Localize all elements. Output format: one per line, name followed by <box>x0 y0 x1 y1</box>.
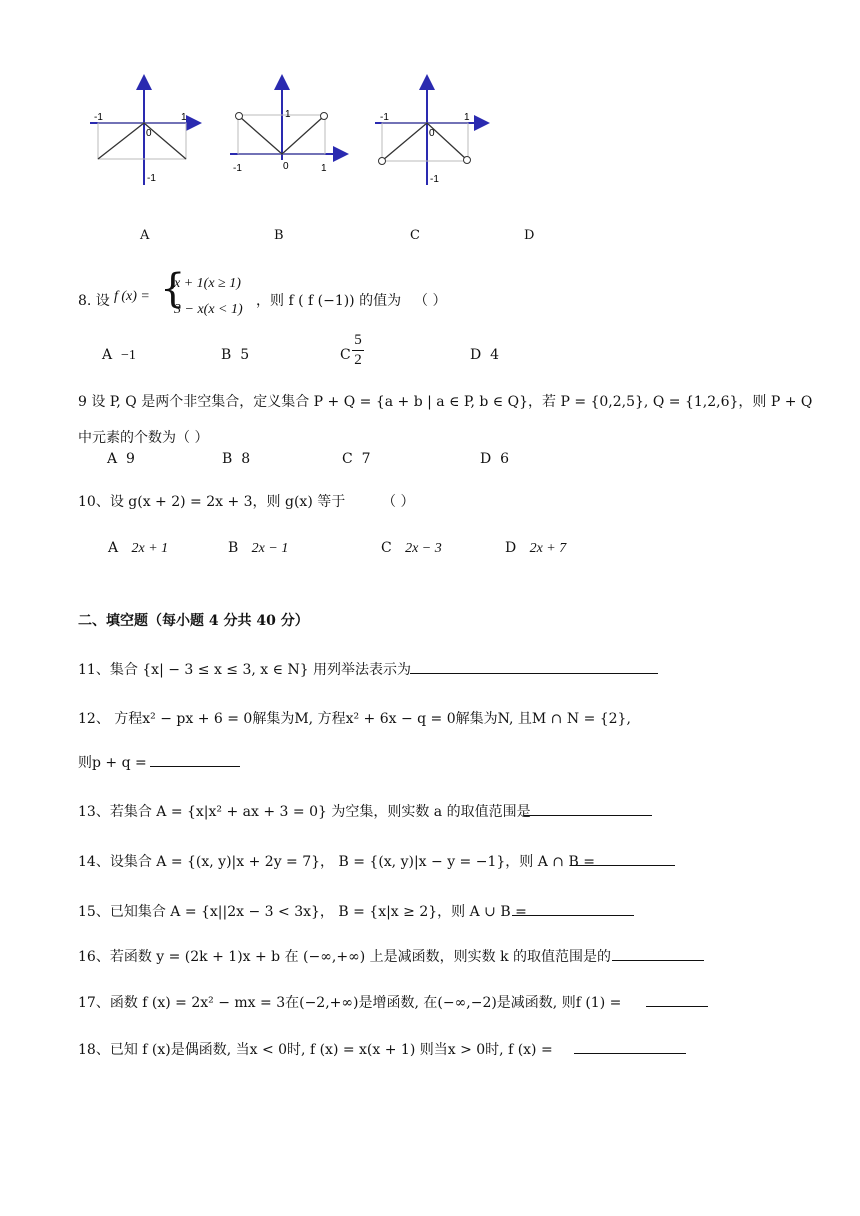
tick-label: -1 <box>147 173 156 184</box>
q8-suffix: ，则 f ( f (−1)) 的值为 <box>256 293 402 309</box>
q11-text: 11、集合 {x| − 3 ≤ x ≤ 3, x ∈ N} 用列举法表示为 <box>78 662 412 678</box>
q8-prefix: 8. 设 <box>78 293 110 309</box>
tick-label: 1 <box>285 109 291 120</box>
q11-answer-blank[interactable] <box>410 659 658 674</box>
q8-case-2: 3 − x(x < 1) <box>174 302 243 317</box>
origin-label: 0 <box>283 161 289 172</box>
graph-label-c: C <box>410 228 420 243</box>
origin-label: 0 <box>146 128 152 139</box>
q16-answer-blank[interactable] <box>612 946 704 961</box>
graph-label-b: B <box>274 228 284 243</box>
q10-text: 10、设 g(x + 2) = 2x + 3，则 g(x) 等于 <box>78 494 346 510</box>
section-heading: 二、填空题（每小题 4 分共 40 分） <box>78 613 309 629</box>
q17-text: 17、函数 f (x) = 2x² − mx = 3在(−2,+∞)是增函数, 在(−∞,−2)是减函数, 则f (1) = <box>78 995 622 1011</box>
q8-answer-paren: （ ） <box>414 293 447 309</box>
q9-option-d: D 6 <box>480 451 510 467</box>
q9-line-1: 9 设 P, Q 是两个非空集合，定义集合 P + Q = {a + b | a ∈ P, b ∈ Q}，若 P = {0,2,5}, Q = {1,2,6}，则 P + Q <box>78 394 813 410</box>
q10-option-d: D 2x + 7 <box>505 540 567 556</box>
q17-answer-blank[interactable] <box>646 992 708 1007</box>
tick-label: -1 <box>94 112 103 123</box>
q8-case-1: x + 1(x ≥ 1) <box>174 276 241 291</box>
q10-option-c: C 2x − 3 <box>381 540 442 556</box>
q12-answer-blank[interactable] <box>150 752 240 767</box>
tick-label: 1 <box>464 112 470 123</box>
open-endpoint <box>379 158 386 165</box>
q14-answer-blank[interactable] <box>570 851 675 866</box>
q16-text: 16、若函数 y = (2k + 1)x + b 在 (−∞,+∞) 上是减函数，则实数 k 的取值范围是的 <box>78 949 612 965</box>
q8-option-a: A −1 <box>102 347 136 363</box>
graph-line <box>98 123 186 159</box>
q8-function: f (x) = <box>114 289 150 304</box>
q15-answer-blank[interactable] <box>512 901 634 916</box>
q9-option-b: B 8 <box>222 451 251 467</box>
q13-answer-blank[interactable] <box>524 801 652 816</box>
tick-label: -1 <box>233 163 242 174</box>
q9-option-c: C 7 <box>342 451 371 467</box>
q10-answer-paren: （ ） <box>382 494 415 510</box>
q8-option-b: B 5 <box>221 347 250 363</box>
tick-label: 1 <box>181 112 187 123</box>
graph-label-a: A <box>140 228 150 243</box>
q10-option-a: A 2x + 1 <box>108 540 169 556</box>
piecewise-brace: { <box>160 266 186 312</box>
q18-answer-blank[interactable] <box>574 1039 686 1054</box>
graph-c <box>370 70 500 195</box>
open-endpoint <box>236 113 243 120</box>
q18-text: 18、已知 f (x)是偶函数, 当x < 0时, f (x) = x(x + 1) 则当x > 0时, f (x) = <box>78 1042 553 1058</box>
graph-b <box>225 70 355 180</box>
tick-label: 1 <box>321 163 327 174</box>
q10-option-b: B 2x − 1 <box>228 540 289 556</box>
q8-option-c-fraction: 5 2 <box>352 332 364 369</box>
open-endpoint <box>464 157 471 164</box>
tick-label: -1 <box>430 174 439 185</box>
origin-label: 0 <box>429 128 435 139</box>
q12-text-line-2: 则p + q = <box>78 755 147 771</box>
q14-text: 14、设集合 A = {(x, y)|x + 2y = 7}， B = {(x, y)|x − y = −1}，则 A ∩ B = <box>78 854 595 870</box>
q12-text-line-1: 12、 方程x² − px + 6 = 0解集为M, 方程x² + 6x − q = 0解集为N, 且M ∩ N = {2}, <box>78 711 631 727</box>
graph-label-d: D <box>524 228 535 243</box>
graph-line <box>383 123 466 160</box>
tick-label: -1 <box>380 112 389 123</box>
q9-option-a: A 9 <box>107 451 135 467</box>
q15-text: 15、已知集合 A = {x||2x − 3 < 3x}， B = {x|x ≥ 2}，则 A ∪ B = <box>78 904 527 920</box>
open-endpoint <box>321 113 328 120</box>
q8-option-d: D 4 <box>470 347 500 363</box>
q13-text: 13、若集合 A = {x|x² + ax + 3 = 0} 为空集，则实数 a 的取值范围是 <box>78 804 531 820</box>
q8-option-c-label: C <box>340 347 351 363</box>
q9-line-2: 中元素的个数为（ ） <box>78 430 209 446</box>
graph-a <box>80 70 210 195</box>
